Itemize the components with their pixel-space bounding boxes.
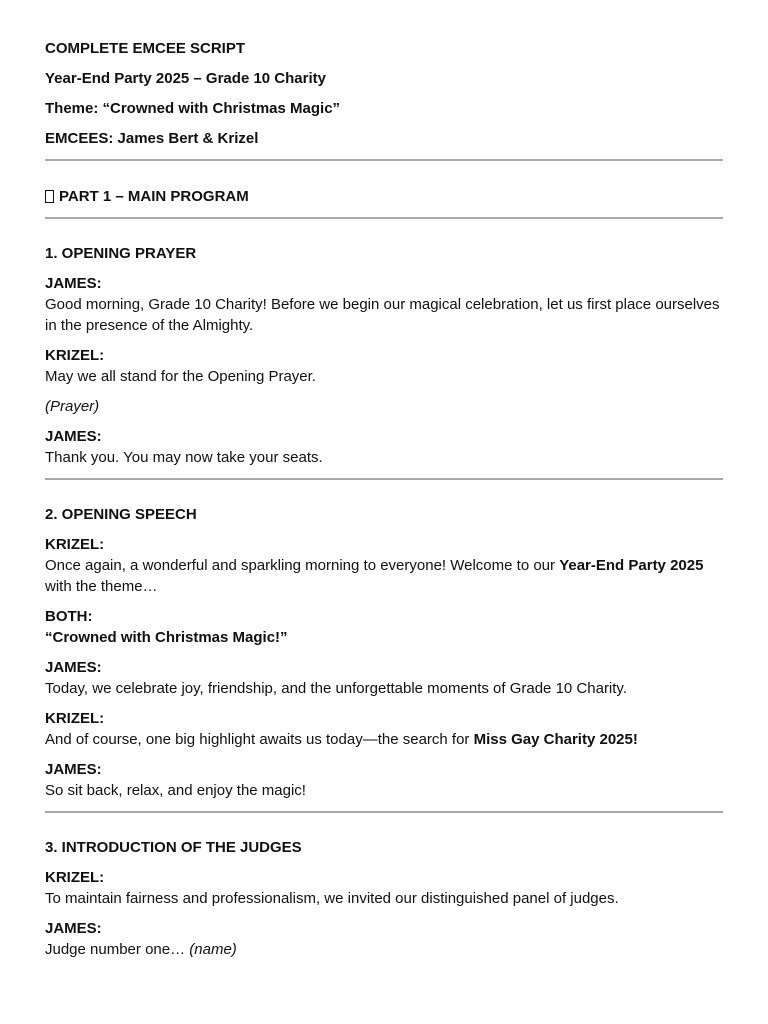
speaker-label: BOTH: bbox=[45, 608, 93, 625]
section-title-opening-speech: 2. OPENING SPEECH bbox=[45, 506, 197, 523]
speaker-label: JAMES: bbox=[45, 920, 102, 937]
document-title: COMPLETE EMCEE SCRIPT bbox=[45, 40, 246, 57]
placeholder-text: (name) bbox=[189, 941, 237, 958]
script-line bbox=[45, 729, 723, 750]
script-line: May we all stand for the Opening Prayer. bbox=[45, 368, 316, 385]
script-text: Judge number one… bbox=[45, 941, 190, 958]
part-title: PART 1 – MAIN PROGRAM bbox=[59, 188, 249, 205]
divider bbox=[45, 478, 723, 480]
script-line: Today, we celebrate joy, friendship, and the unforgettable moments of Grade 10 Charity. bbox=[45, 680, 627, 697]
script-text: with the theme… bbox=[45, 578, 158, 595]
speaker-label: KRIZEL: bbox=[45, 710, 105, 727]
stage-direction: (Prayer) bbox=[45, 398, 100, 415]
script-text: And of course, one big highlight awaits us today—the search for bbox=[45, 731, 474, 748]
speaker-label: KRIZEL: bbox=[45, 869, 105, 886]
speaker-label: KRIZEL: bbox=[45, 536, 105, 553]
emphasis-text: Miss Gay Charity 2025! bbox=[473, 731, 638, 748]
part-heading bbox=[45, 186, 723, 207]
missing-glyph-icon bbox=[45, 190, 54, 203]
script-line: Thank you. You may now take your seats. bbox=[45, 449, 323, 466]
event-theme: Theme: “Crowned with Christmas Magic” bbox=[45, 100, 341, 117]
speaker-label: JAMES: bbox=[45, 428, 102, 445]
script-text: Once again, a wonderful and sparkling morning to everyone! Welcome to our bbox=[45, 557, 560, 574]
divider bbox=[45, 811, 723, 813]
emphasis-text: Year-End Party 2025 bbox=[559, 557, 704, 574]
speaker-label: JAMES: bbox=[45, 275, 102, 292]
script-line: Good morning, Grade 10 Charity! Before we begin our magical celebration, let us first place ourselves in the presence of the Almighty. bbox=[45, 296, 720, 334]
section-title-opening-prayer: 1. OPENING PRAYER bbox=[45, 245, 197, 262]
speaker-label: JAMES: bbox=[45, 761, 102, 778]
divider bbox=[45, 217, 723, 219]
section-title-judges: 3. INTRODUCTION OF THE JUDGES bbox=[45, 839, 302, 856]
event-name: Year-End Party 2025 – Grade 10 Charity bbox=[45, 70, 326, 87]
script-line bbox=[45, 939, 723, 960]
speaker-label: KRIZEL: bbox=[45, 347, 105, 364]
emcees-line: EMCEES: James Bert & Krizel bbox=[45, 130, 259, 147]
divider bbox=[45, 159, 723, 161]
script-line: To maintain fairness and professionalism, we invited our distinguished panel of judges. bbox=[45, 890, 619, 907]
theme-shout: “Crowned with Christmas Magic!” bbox=[45, 629, 288, 646]
script-line: So sit back, relax, and enjoy the magic! bbox=[45, 782, 306, 799]
speaker-label: JAMES: bbox=[45, 659, 102, 676]
script-line bbox=[45, 555, 723, 597]
